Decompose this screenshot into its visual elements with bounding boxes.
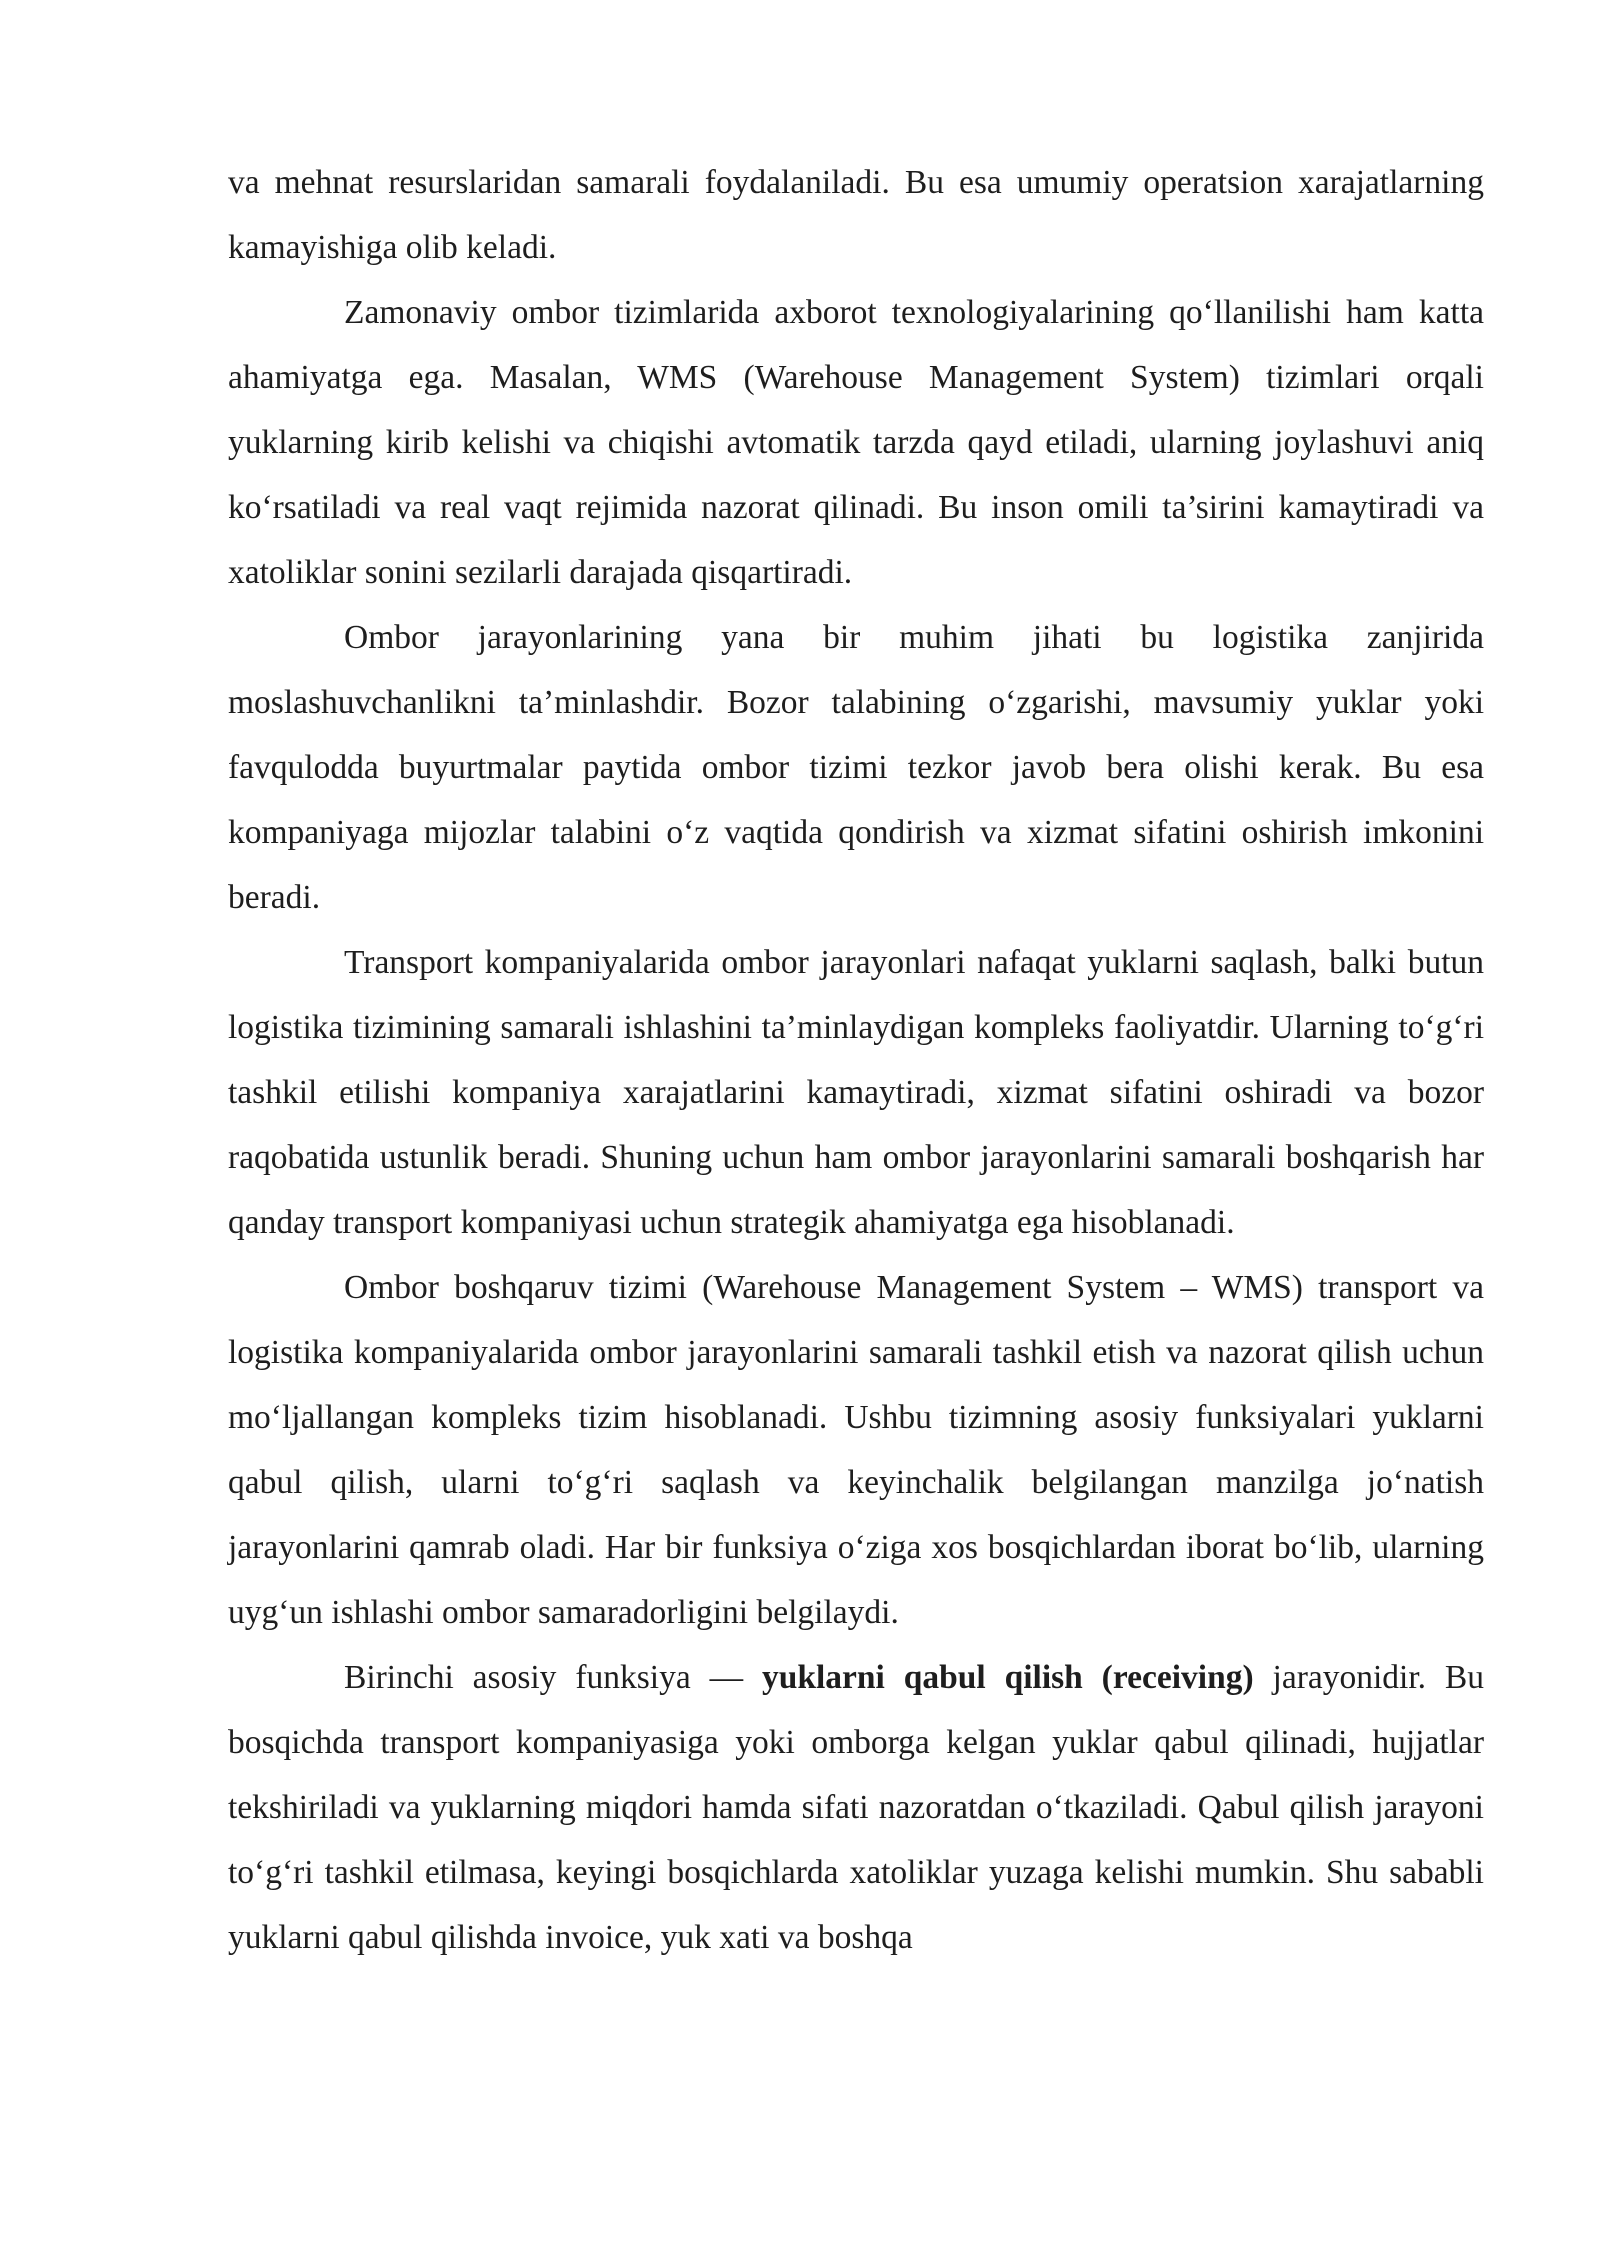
paragraph-warehouse-processes: Transport kompaniyalarida ombor jarayonlari nafaqat yuklarni saqlash, balki butun logistika tizimining samarali ishlashini ta’minlaydigan kompleks faoliyatdir. Ularning to‘g‘ri tashkil etilishi kompaniya xarajatlarini kamaytiradi, xizmat sifatini oshiradi va bozor raqobatida ustunlik beradi. Shuning uchun ham ombor jarayonlarini samarali boshqarish har qanday transport kompaniyasi uchun strategik ahamiyatga ega hisoblanadi. bbox=[228, 944, 1484, 1241]
paragraph-modern-warehouse-systems: Zamonaviy ombor tizimlarida axborot texnologiyalarining qo‘llanilishi ham katta ahamiyatga ega. Masalan, WMS (Warehouse Management System) tizimlari orqali yuklarning kirib kelishi va chiqishi avtomatik tarzda qayd etiladi, ularning joylashuvi aniq ko‘rsatiladi va real vaqt rejimida nazorat qilinadi. Bu inson omili ta’sirini kamaytiradi va xatoliklar sonini sezilarli darajada qisqartiradi. bbox=[228, 294, 1484, 591]
paragraph-receiving-lead: Birinchi asosiy funksiya — bbox=[344, 1659, 762, 1696]
paragraph-flexibility: Ombor jarayonlarining yana bir muhim jihati bu logistika zanjirida moslashuvchanlikni ta’minlashdir. Bozor talabining o‘zgarishi, mavsumiy yuklar yoki favqulodda buyurtmalar paytida ombor tizimi tezkor javob bera olishi kerak. Bu esa kompaniyaga mijozlar talabini o‘z vaqtida qondirish va xizmat sifatini oshirish imkonini beradi. bbox=[228, 619, 1484, 916]
paragraph-receiving-rest: jarayonidir. Bu bosqichda transport kompaniyasiga yoki omborga kelgan yuklar qabul qilinadi, hujjatlar tekshiriladi va yuklarning miqdori hamda sifati nazoratdan o‘tkaziladi. Qabul qilish jarayoni to‘g‘ri tashkil etilmasa, keyingi bosqichlarda xatoliklar yuzaga kelishi mumkin. Shu sababli yuklarni qabul qilishda invoice, yuk xati va boshqa bbox=[228, 1659, 1484, 1956]
paragraph-receiving bbox=[228, 1645, 1484, 1970]
receiving-term: yuklarni qabul qilish (receiving) bbox=[761, 1659, 1254, 1696]
paragraph-wms-definition: Ombor boshqaruv tizimi (Warehouse Management System – WMS) transport va logistika kompaniyalarida ombor jarayonlarini samarali tashkil etish va nazorat qilish uchun mo‘ljallangan kompleks tizim hisoblanadi. Ushbu tizimning asosiy funksiyalari yuklarni qabul qilish, ularni to‘g‘ri saqlash va keyinchalik belgilangan manzilga jo‘natish jarayonlarini qamrab oladi. Har bir funksiya o‘ziga xos bosqichlardan iborat bo‘lib, ularning uyg‘un ishlashi ombor samaradorligini belgilaydi. bbox=[228, 1269, 1484, 1631]
document-body bbox=[228, 150, 1484, 1970]
paragraph-continued: va mehnat resurslaridan samarali foydalaniladi. Bu esa umumiy operatsion xarajatlarning kamayishiga olib keladi. bbox=[228, 164, 1484, 266]
